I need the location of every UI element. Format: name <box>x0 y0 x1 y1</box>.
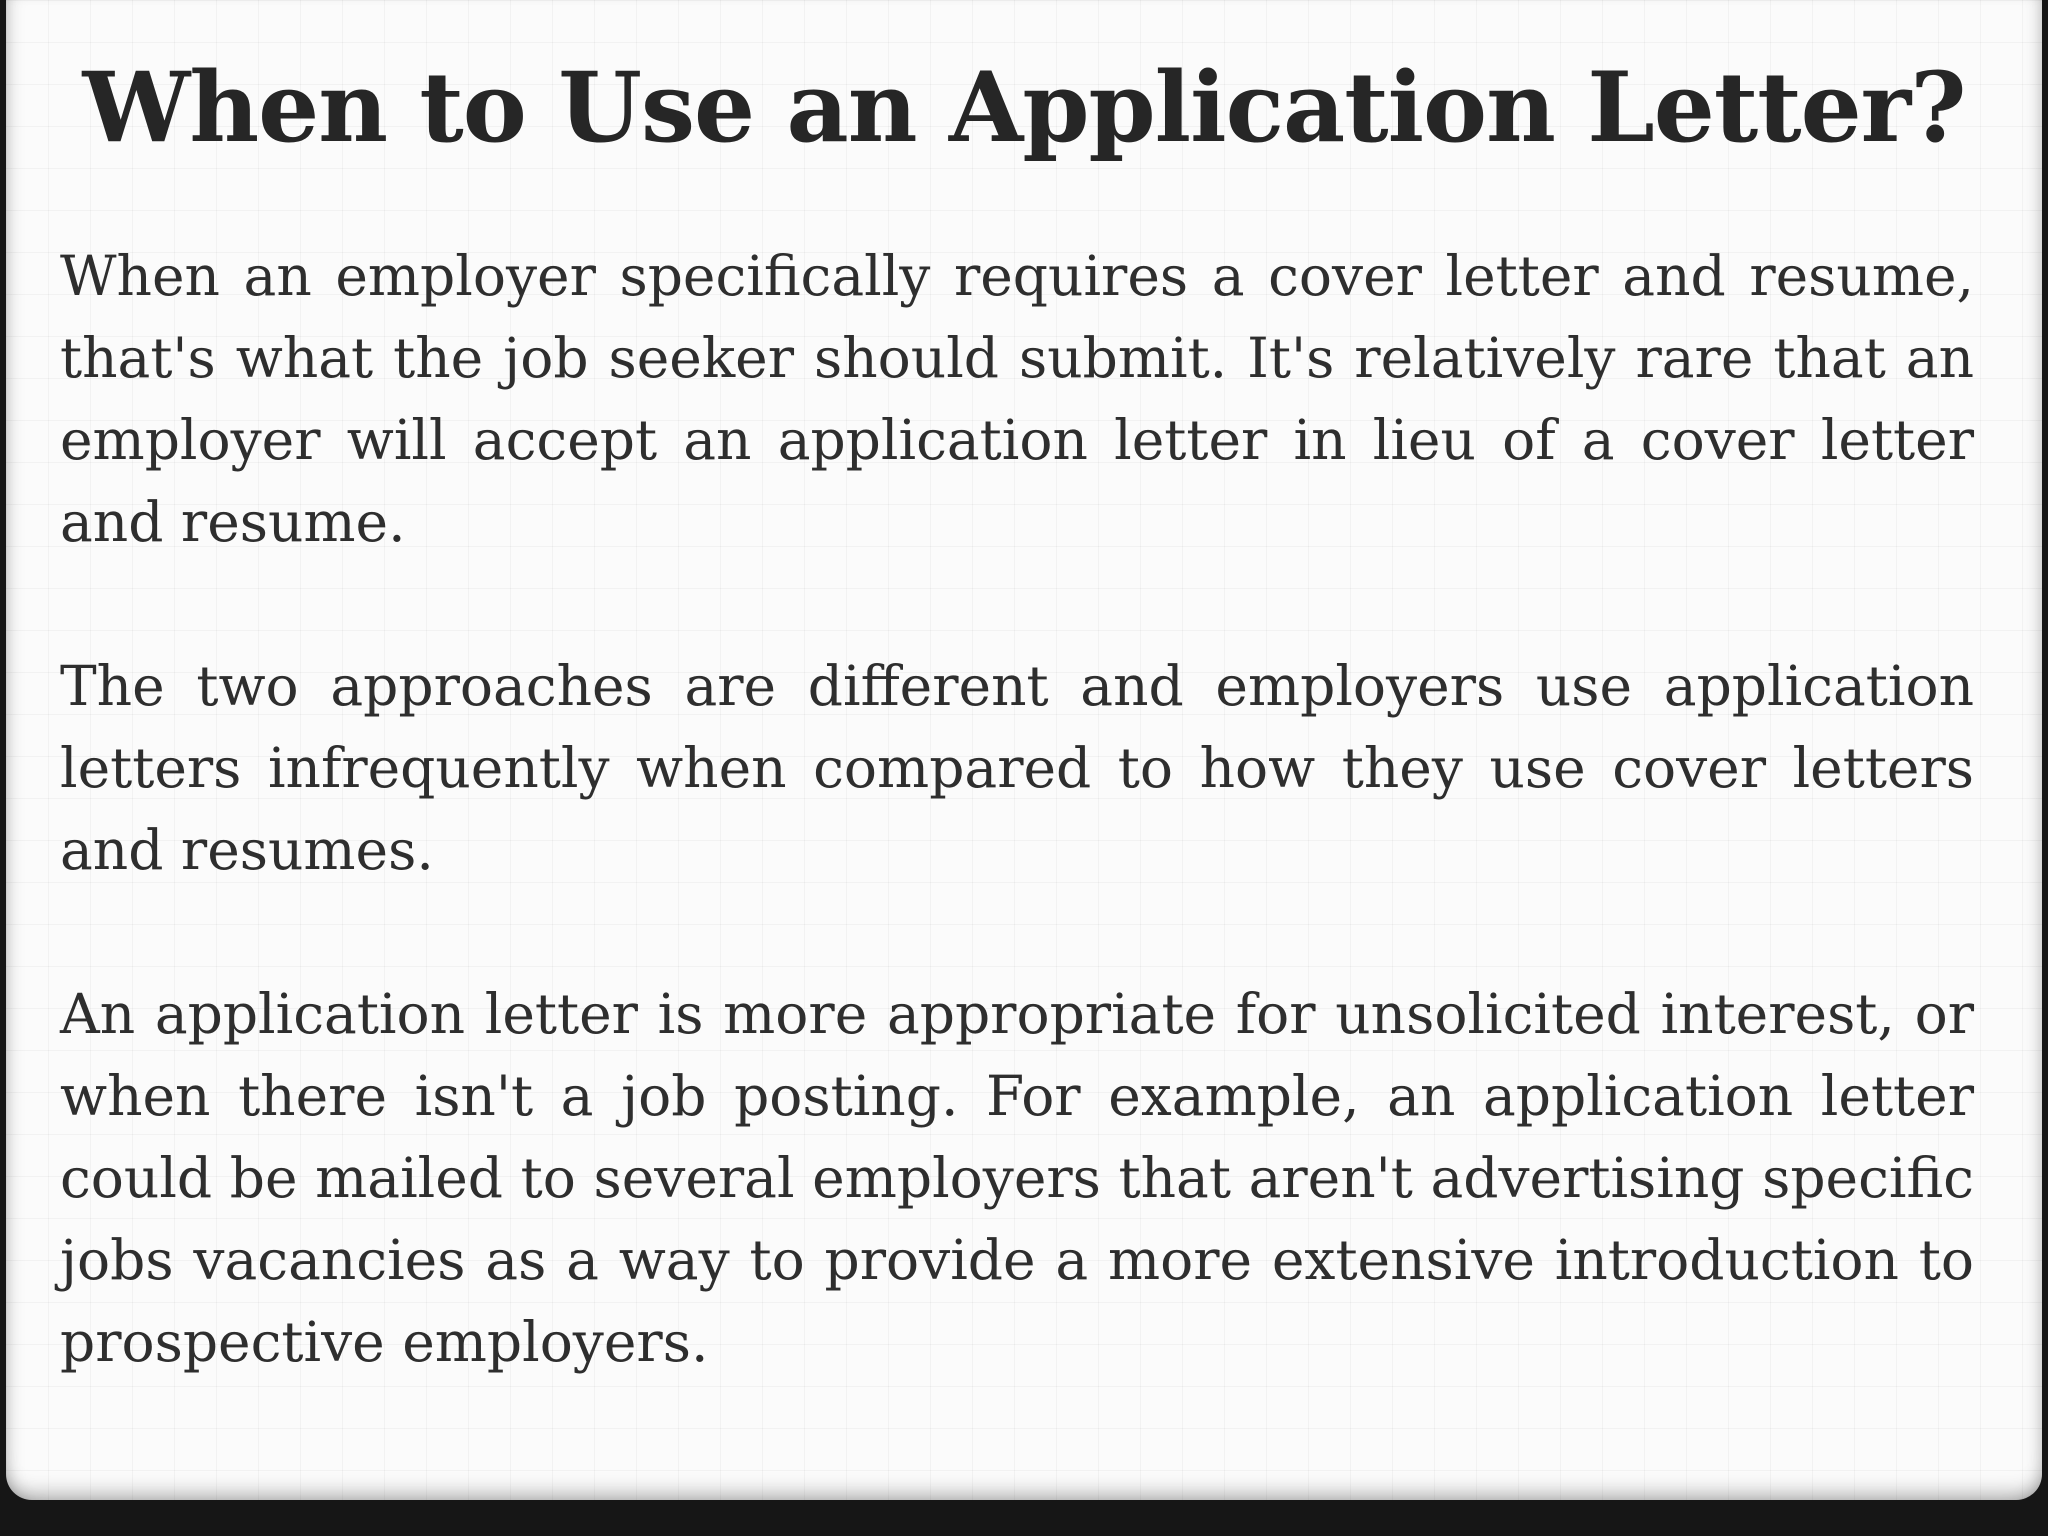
slide-body <box>60 235 1974 1383</box>
slide-page <box>6 0 2042 1500</box>
paragraph-approaches-differ: The two approaches are different and employers use application letters infrequently when compared to how they use cover letters and resumes. <box>60 654 1974 882</box>
paragraph-unsolicited-interest: An application letter is more appropriate for unsolicited interest, or when there isn't a job posting. For example, an application letter could be mailed to several employers that aren't advertising specific jobs vacancies as a way to provide a more extensive introduction to prospective employers. <box>60 982 1974 1374</box>
slide-title: When to Use an Application Letter? <box>82 51 1966 164</box>
paragraph-cover-letter-requirement: When an employer specifically requires a cover letter and resume, that's what the job seeker should submit. It's relatively rare that an employer will accept an application letter in lieu of a cover letter and resume. <box>60 244 1974 554</box>
